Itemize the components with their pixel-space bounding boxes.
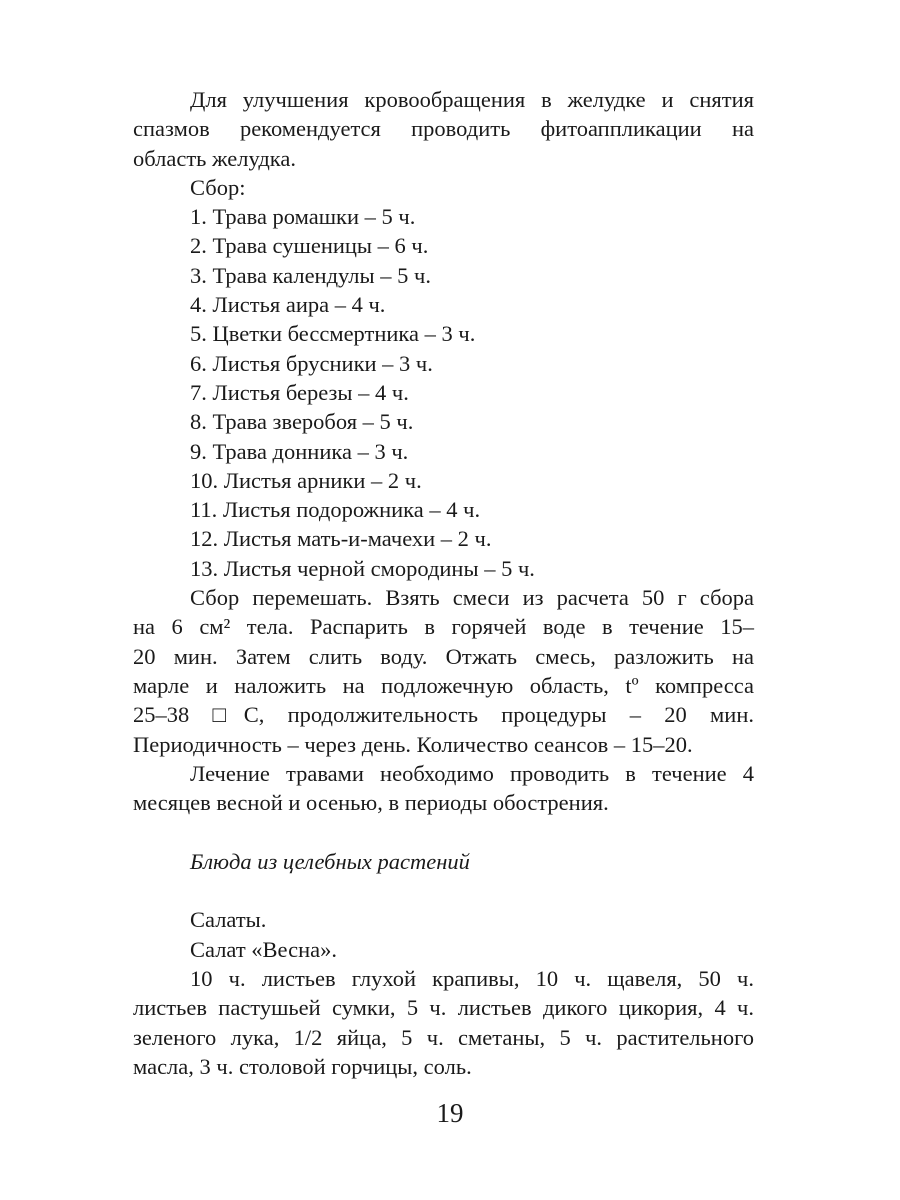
text-line: марле и наложить на подложечную область, tº компресса [133,672,754,698]
instructions-paragraph [133,583,754,759]
text-line: Лечение травами необходимо проводить в течение 4 [190,760,754,786]
text-line: область желудка. [133,145,297,171]
text-line: 10 ч. листьев глухой крапивы, 10 ч. щавеля, 50 ч. [190,965,754,991]
list-item: 8. Трава зверобоя – 5 ч. [190,409,414,435]
intro-paragraph [133,85,754,173]
list-item: 1. Трава ромашки – 5 ч. [190,204,416,230]
list-item: 7. Листья березы – 4 ч. [190,379,409,405]
list-item: 9. Трава донника – 3 ч. [190,438,409,464]
list-item: 10. Листья арники – 2 ч. [190,467,422,493]
list-item: 4. Листья аира – 4 ч. [190,292,386,318]
collection-label: Сбор: [190,174,246,200]
list-item: 11. Листья подорожника – 4 ч. [190,497,481,523]
text-line: спазмов рекомендуется проводить фитоаппликации на [133,116,754,142]
salad-title: Салат «Весна». [190,936,337,962]
list-item: 5. Цветки бессмертника – 3 ч. [190,321,476,347]
text-line: Периодичность – через день. Количество сеансов – 15–20. [133,731,693,757]
text-line: зеленого лука, 1/2 яйца, 5 ч. сметаны, 5 ч. растительного [133,1024,754,1050]
page-body [133,85,754,1081]
list-item: 13. Листья черной смородины – 5 ч. [190,555,535,581]
treatment-paragraph [133,759,754,818]
page-number: 19 [436,1098,464,1128]
text-line: месяцев весной и осенью, в периоды обострения. [133,790,609,816]
list-item: 2. Трава сушеницы – 6 ч. [190,233,429,259]
salads-label: Салаты. [190,907,267,933]
list-item: 6. Листья брусники – 3 ч. [190,350,433,376]
text-line: масла, 3 ч. столовой горчицы, соль. [133,1053,472,1079]
collection-list [133,202,754,583]
list-item: 3. Трава календулы – 5 ч. [190,262,431,288]
salad-recipe-paragraph [133,964,754,1081]
text-line: 25–38 □С, продолжительность процедуры – 20 мин. [133,702,754,728]
text-line: Для улучшения кровообращения в желудке и снятия [190,87,754,112]
text-line: на 6 см² тела. Распарить в горячей воде в течение 15– [133,614,754,640]
text-line: 20 мин. Затем слить воду. Отжать смесь, разложить на [133,643,754,669]
text-line: Сбор перемешать. Взять смеси из расчета 50 г сбора [190,585,754,611]
section-heading: Блюда из целебных растений [190,848,470,874]
list-item: 12. Листья мать-и-мачехи – 2 ч. [190,526,492,552]
text-line: листьев пастушьей сумки, 5 ч. листьев дикого цикория, 4 ч. [133,995,754,1021]
